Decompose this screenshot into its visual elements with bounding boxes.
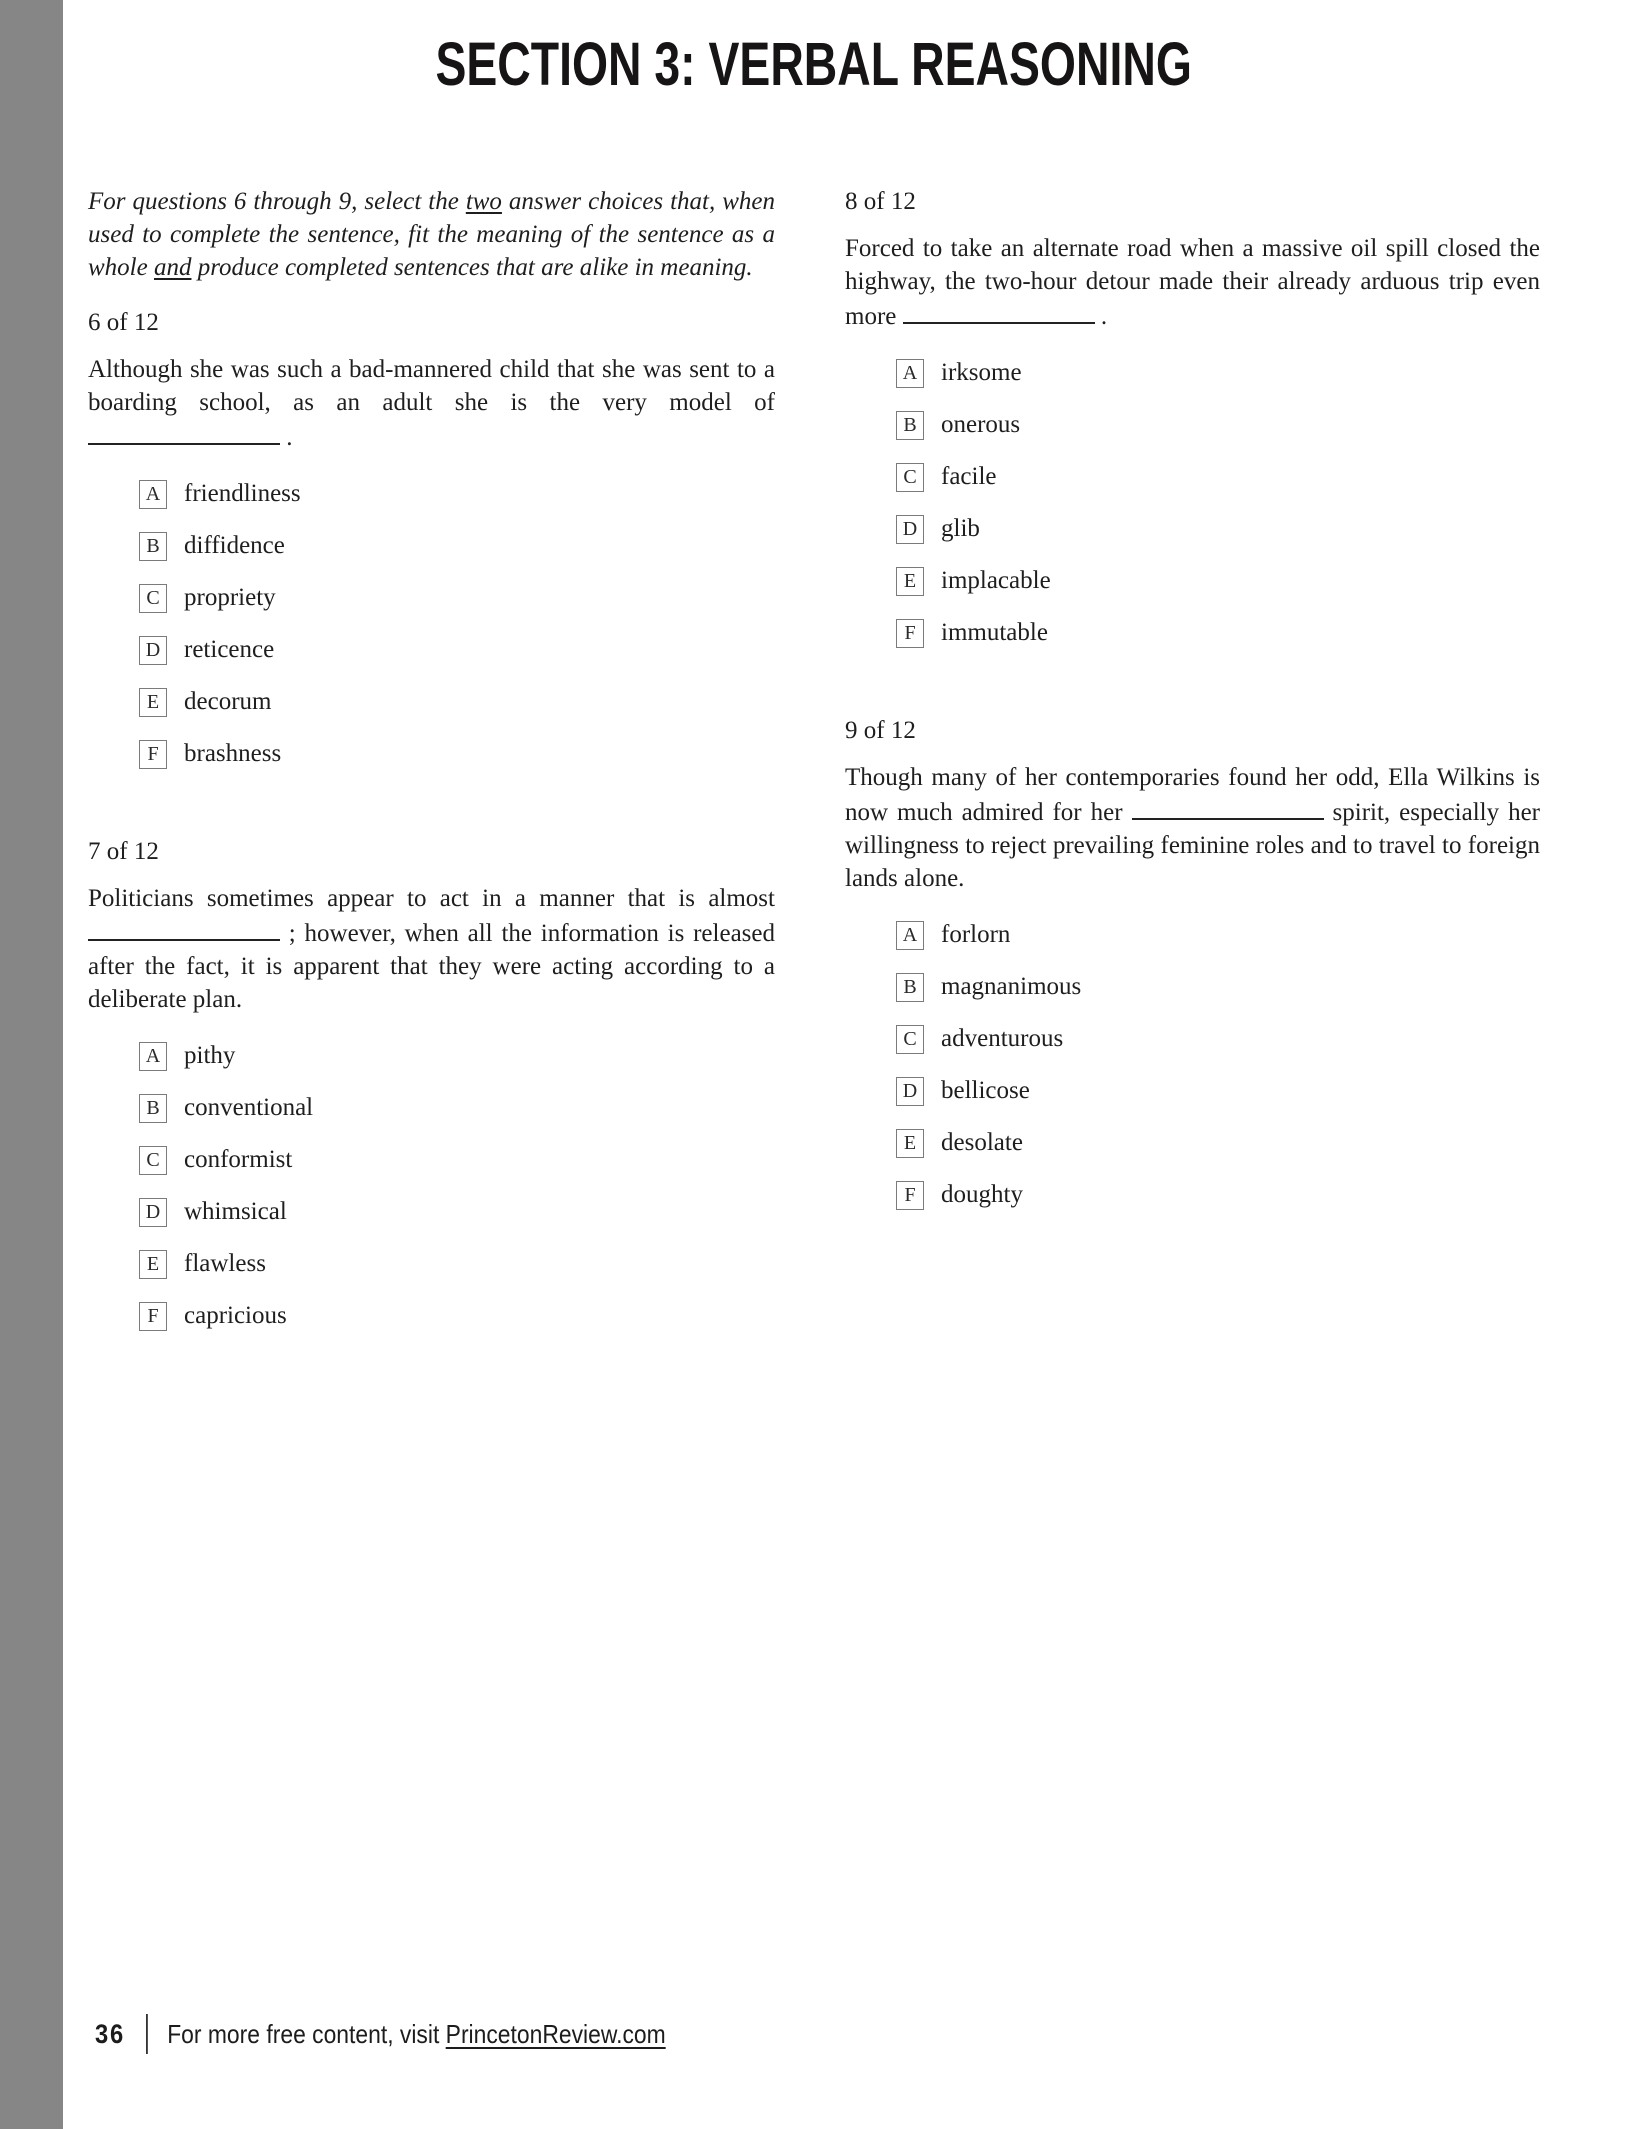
choice-text: adventurous bbox=[941, 1025, 1064, 1052]
choice-option-D[interactable] bbox=[845, 1077, 1540, 1106]
question-8 bbox=[845, 185, 1540, 648]
choice-text: implacable bbox=[941, 567, 1051, 595]
text-segment: . bbox=[280, 423, 293, 451]
text-segment: answer choices that, when used to complete the sentence, fit the meaning of the sentence as a whole bbox=[88, 188, 775, 281]
choice-text: propriety bbox=[184, 584, 276, 612]
choice-option-C[interactable] bbox=[88, 584, 775, 613]
text-segment: ; however, when all the information is released after the fact, it is apparent that they were acting according to a deliberate plan. bbox=[88, 919, 775, 1013]
choice-text: bellicose bbox=[941, 1077, 1030, 1104]
choice-text: friendliness bbox=[184, 480, 301, 508]
choice-letter-box[interactable]: D bbox=[139, 636, 167, 665]
two-column-layout bbox=[88, 185, 1540, 1331]
choice-option-D[interactable] bbox=[845, 515, 1540, 544]
footer-link[interactable]: PrincetonReview.com bbox=[445, 2018, 666, 2049]
text-segment: Politicians sometimes appear to act in a manner that is almost bbox=[88, 884, 775, 912]
page-content bbox=[88, 0, 1540, 1331]
question-7 bbox=[88, 835, 775, 1331]
choice-option-B[interactable] bbox=[88, 1094, 775, 1123]
choice-letter-box[interactable]: A bbox=[896, 359, 924, 388]
question-text bbox=[88, 882, 775, 1016]
sidebar-stripe bbox=[0, 0, 63, 2129]
choice-text: capricious bbox=[184, 1302, 287, 1329]
choice-letter-box[interactable]: A bbox=[139, 480, 167, 509]
choice-text: brashness bbox=[184, 740, 282, 768]
left-column bbox=[88, 185, 775, 1331]
question-number: 8 of 12 bbox=[845, 188, 916, 215]
section-instructions bbox=[88, 185, 775, 284]
text-segment: Although she was such a bad-mannered child that she was sent to a boarding school, as an adult she is the very model of bbox=[88, 356, 775, 416]
choice-option-A[interactable] bbox=[845, 921, 1540, 950]
choices-list bbox=[845, 921, 1540, 1210]
answer-blank bbox=[903, 298, 1095, 324]
choice-option-F[interactable] bbox=[88, 1302, 775, 1331]
choice-letter-box[interactable]: E bbox=[896, 1129, 924, 1158]
question-9 bbox=[845, 714, 1540, 1210]
choice-letter-box[interactable]: B bbox=[139, 1094, 167, 1123]
text-segment: Forced to take an alternate road when a massive oil spill closed the highway, the two-hour detour made their already arduous trip even more bbox=[845, 235, 1540, 330]
text-segment: produce completed sentences that are alike in meaning. bbox=[191, 254, 753, 281]
answer-blank bbox=[88, 419, 280, 445]
choice-text: reticence bbox=[184, 636, 275, 664]
choice-text: decorum bbox=[184, 688, 272, 716]
choice-option-A[interactable] bbox=[845, 359, 1540, 388]
page-number: 36 bbox=[95, 2018, 125, 2049]
choice-option-F[interactable] bbox=[88, 740, 775, 769]
choice-text: facile bbox=[941, 463, 997, 491]
choice-letter-box[interactable]: F bbox=[139, 740, 167, 769]
page-title bbox=[88, 30, 1540, 98]
footer-divider bbox=[146, 2014, 148, 2054]
question-text bbox=[845, 232, 1540, 333]
choice-option-E[interactable] bbox=[845, 567, 1540, 596]
choice-option-D[interactable] bbox=[88, 1198, 775, 1227]
choice-text: diffidence bbox=[184, 532, 285, 560]
underlined-word: and bbox=[153, 254, 192, 281]
choice-letter-box[interactable]: E bbox=[139, 1250, 167, 1279]
choice-text: onerous bbox=[941, 411, 1021, 439]
choice-text: flawless bbox=[184, 1250, 266, 1277]
choice-text: doughty bbox=[941, 1181, 1023, 1208]
choice-text: magnanimous bbox=[941, 973, 1082, 1000]
choices-list bbox=[845, 359, 1540, 648]
choice-letter-box[interactable]: F bbox=[896, 619, 924, 648]
choice-letter-box[interactable]: D bbox=[896, 1077, 924, 1106]
page-title-text: SECTION 3: VERBAL REASONING bbox=[435, 30, 1193, 98]
text-segment: spirit, especially her willingness to reject prevailing feminine roles and to travel to foreign lands alone. bbox=[845, 798, 1541, 892]
choice-option-B[interactable] bbox=[88, 532, 775, 561]
choice-letter-box[interactable]: E bbox=[896, 567, 924, 596]
text-segment: . bbox=[1094, 302, 1108, 330]
choice-option-F[interactable] bbox=[845, 619, 1540, 648]
choice-letter-box[interactable]: E bbox=[139, 688, 167, 717]
choice-text: pithy bbox=[184, 1042, 236, 1069]
choice-option-C[interactable] bbox=[845, 463, 1540, 492]
text-segment: Though many of her contemporaries found her odd, Ella Wilkins is now much admired for her bbox=[845, 763, 1540, 826]
choice-letter-box[interactable]: C bbox=[139, 1146, 167, 1175]
choice-text: conformist bbox=[184, 1146, 293, 1173]
choices-list bbox=[88, 1042, 775, 1331]
choice-letter-box[interactable]: C bbox=[139, 584, 167, 613]
choice-option-C[interactable] bbox=[845, 1025, 1540, 1054]
answer-blank bbox=[1132, 794, 1324, 820]
choice-letter-box[interactable]: B bbox=[896, 973, 924, 1002]
choice-text: irksome bbox=[941, 359, 1022, 387]
question-6 bbox=[88, 306, 775, 769]
choices-list bbox=[88, 480, 775, 769]
choice-letter-box[interactable]: F bbox=[896, 1181, 924, 1210]
page-footer bbox=[95, 2012, 666, 2056]
choice-text: desolate bbox=[941, 1129, 1023, 1156]
choice-option-A[interactable] bbox=[88, 1042, 775, 1071]
underlined-word: two bbox=[465, 188, 502, 215]
choice-letter-box[interactable]: F bbox=[139, 1302, 167, 1331]
choice-option-F[interactable] bbox=[845, 1181, 1540, 1210]
choice-option-A[interactable] bbox=[88, 480, 775, 509]
choice-option-D[interactable] bbox=[88, 636, 775, 665]
question-number: 6 of 12 bbox=[88, 309, 159, 336]
question-number: 9 of 12 bbox=[845, 716, 916, 744]
choice-option-C[interactable] bbox=[88, 1146, 775, 1175]
choice-option-B[interactable] bbox=[845, 973, 1540, 1002]
footer-text: For more free content, visit bbox=[167, 2018, 446, 2049]
question-text bbox=[88, 353, 775, 454]
choice-letter-box[interactable]: B bbox=[896, 411, 924, 440]
choice-text: glib bbox=[941, 515, 980, 543]
choice-option-E[interactable] bbox=[845, 1129, 1540, 1158]
text-segment: For questions 6 through 9, select the bbox=[88, 188, 466, 215]
right-column bbox=[845, 185, 1540, 1331]
answer-blank bbox=[88, 915, 280, 941]
choice-text: forlorn bbox=[941, 921, 1011, 948]
choice-option-E[interactable] bbox=[88, 1250, 775, 1279]
choice-text: immutable bbox=[941, 619, 1048, 647]
question-number: 7 of 12 bbox=[88, 837, 159, 865]
question-text bbox=[845, 761, 1540, 895]
choice-letter-box[interactable]: B bbox=[139, 532, 167, 561]
choice-letter-box[interactable]: D bbox=[139, 1198, 167, 1227]
choice-letter-box[interactable]: A bbox=[139, 1042, 167, 1071]
choice-letter-box[interactable]: C bbox=[896, 463, 924, 492]
choice-option-E[interactable] bbox=[88, 688, 775, 717]
choice-text: conventional bbox=[184, 1094, 314, 1121]
choice-letter-box[interactable]: A bbox=[896, 921, 924, 950]
choice-letter-box[interactable]: D bbox=[896, 515, 924, 544]
choice-option-B[interactable] bbox=[845, 411, 1540, 440]
choice-letter-box[interactable]: C bbox=[896, 1025, 924, 1054]
choice-text: whimsical bbox=[184, 1198, 287, 1225]
